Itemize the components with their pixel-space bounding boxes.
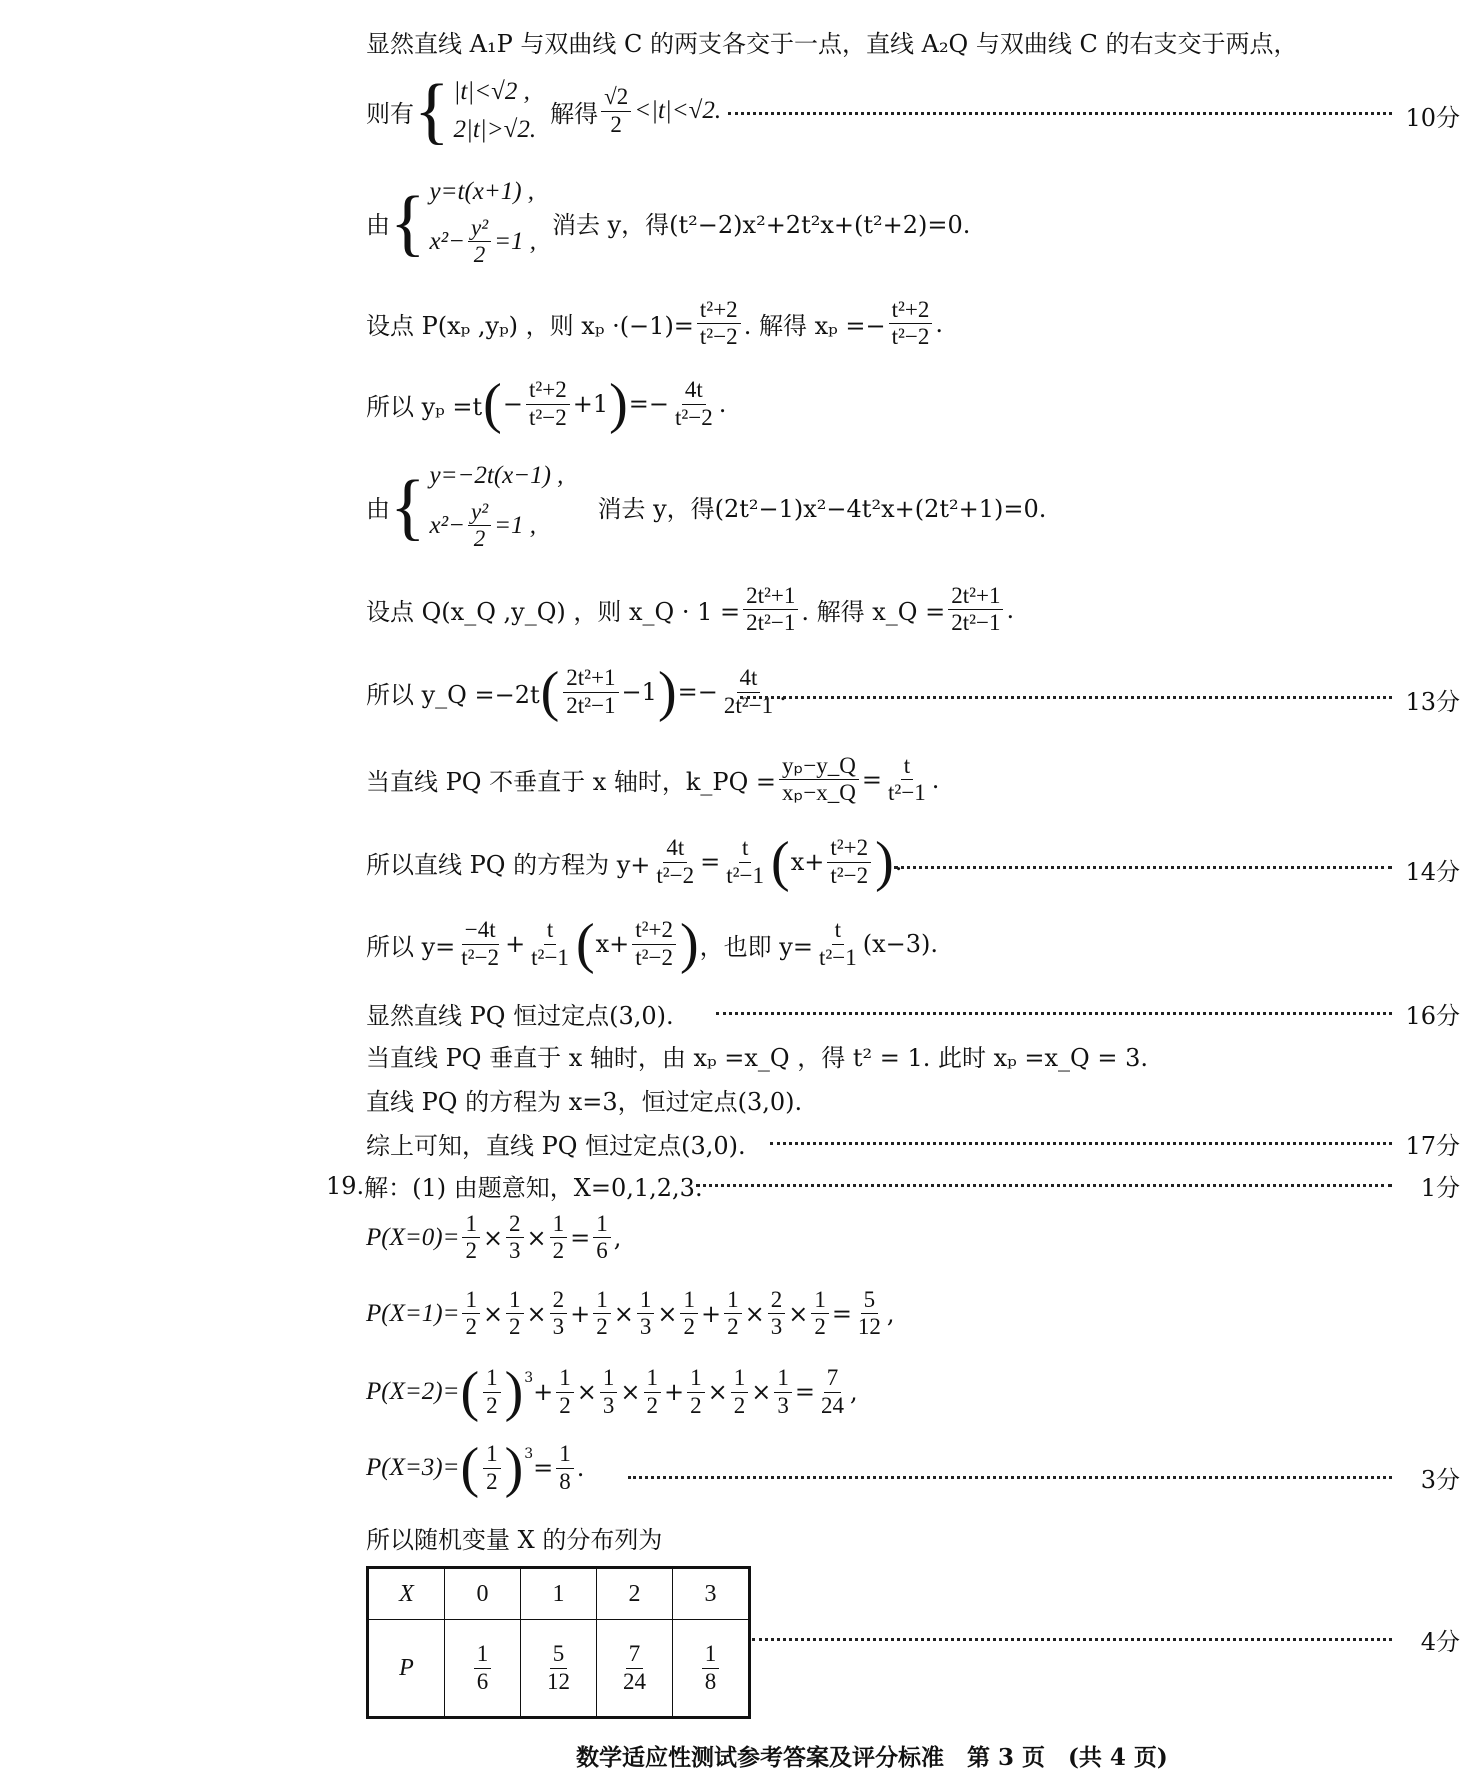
line-6 bbox=[366, 462, 1046, 551]
line-10-c: x+ bbox=[790, 848, 825, 876]
line-15 bbox=[366, 1126, 746, 1161]
line-8 bbox=[366, 661, 787, 723]
frac-den: 2 bbox=[727, 1314, 739, 1340]
frac-den: 2t²−1 bbox=[951, 610, 1001, 636]
score-4: 4分 bbox=[1420, 1628, 1460, 1656]
frac-den: 2t²−1 bbox=[566, 692, 616, 718]
line-3-tail: 消去 y，得(t²−2)x²+2t²x+(t²+2)=0. bbox=[551, 211, 971, 240]
frac-den: 8 bbox=[704, 1668, 717, 1694]
frac bbox=[593, 1288, 611, 1339]
line-10 bbox=[366, 831, 903, 893]
frac-num: 5 bbox=[861, 1288, 879, 1314]
frac-den: 2 bbox=[486, 1468, 498, 1494]
frac-num: 1 bbox=[550, 1212, 568, 1238]
tail: , bbox=[613, 1223, 622, 1252]
frac bbox=[702, 1642, 720, 1693]
frac-num: 1 bbox=[724, 1288, 742, 1314]
line-5-c: +1 bbox=[572, 390, 609, 418]
exponent: 3 bbox=[524, 1446, 534, 1462]
frac-den: 2 bbox=[509, 1314, 521, 1340]
frac-num: 1 bbox=[462, 1212, 480, 1238]
frac bbox=[620, 1642, 649, 1693]
table-cell bbox=[445, 1620, 521, 1718]
frac-num: 1 bbox=[774, 1366, 792, 1392]
line-2-mid: 解得 bbox=[550, 99, 599, 128]
system-2-row-1: y=t(x+1) , bbox=[429, 178, 535, 205]
frac bbox=[483, 1442, 501, 1493]
frac bbox=[462, 1288, 480, 1339]
prob-x1: P(X=1)= $\frac{1}{2}$ × $\frac{1}{2}$ × $\frac{2}{3}$ + $\frac{1}{2}$ × $\frac{1}{3}$ × $\frac{1}{2}$ + $\frac{1}{2}$ × $\frac{2}{3}$ × $\frac{1}{2}$ = $\frac{5}{12}$ , bbox=[366, 1287, 895, 1340]
line-14 bbox=[366, 1082, 802, 1117]
frac-den: 3 bbox=[777, 1392, 789, 1418]
frac-den: t²−1 bbox=[888, 780, 926, 806]
table-cell: P bbox=[368, 1620, 445, 1718]
frac bbox=[743, 584, 798, 635]
prob-label: P(X=0)= bbox=[366, 1223, 460, 1251]
frac bbox=[506, 1288, 524, 1339]
paren-icon: ) bbox=[680, 913, 699, 975]
line-5-d: =− bbox=[628, 390, 669, 418]
frac-den: t²−2 bbox=[656, 862, 695, 888]
frac bbox=[528, 918, 572, 969]
frac bbox=[550, 1288, 568, 1339]
frac bbox=[550, 1212, 568, 1263]
frac bbox=[723, 836, 767, 887]
frac bbox=[948, 584, 1003, 635]
frac-num: 1 bbox=[687, 1366, 705, 1392]
frac-num: 1 bbox=[680, 1288, 698, 1314]
frac bbox=[556, 1442, 574, 1493]
score-17: 17分 bbox=[1405, 1132, 1460, 1160]
prob-x3: P(X=3)= ( $\frac{1}{2}$ ) $^3$ = $\frac{1}{8}$ . bbox=[366, 1437, 585, 1499]
frac-den: 2 bbox=[552, 1238, 565, 1264]
frac-num: t²+2 bbox=[526, 378, 570, 404]
score-14: 14分 bbox=[1405, 858, 1460, 886]
frac bbox=[889, 298, 933, 349]
frac bbox=[811, 1288, 829, 1339]
line-11-d: ，也即 y= bbox=[699, 932, 813, 961]
frac-den: t²−1 bbox=[726, 862, 765, 888]
line-10-b: = bbox=[700, 848, 721, 876]
score-1: 1分 bbox=[1420, 1174, 1460, 1202]
line-13-text: 当直线 PQ 垂直于 x 轴时，由 xₚ =x_Q ，得 t² = 1. 此时 xₚ =x_Q = 3. bbox=[366, 1044, 1148, 1072]
frac bbox=[526, 378, 570, 429]
paren-icon: ) bbox=[609, 373, 628, 435]
line-11-b: + bbox=[505, 930, 526, 958]
frac-den: 2 bbox=[690, 1392, 702, 1418]
prob-label: P(X=3)= bbox=[366, 1454, 460, 1481]
system-3-row-1: y=−2t(x−1) , bbox=[429, 462, 564, 489]
frac bbox=[687, 1366, 705, 1417]
system-1 bbox=[414, 70, 537, 152]
frac bbox=[721, 666, 776, 717]
frac-num: t²+2 bbox=[889, 298, 933, 324]
frac bbox=[637, 1288, 655, 1339]
frac-num: t²+2 bbox=[697, 298, 741, 324]
frac bbox=[724, 1288, 742, 1339]
paren-icon: ) bbox=[504, 1361, 524, 1423]
frac bbox=[483, 1366, 501, 1417]
line-15-text: 综上可知，直线 PQ 恒过定点(3,0). bbox=[366, 1132, 746, 1160]
line-10-d: . bbox=[894, 848, 903, 876]
frac-den: 2 bbox=[596, 1314, 608, 1340]
frac bbox=[653, 836, 697, 887]
frac-den: 2 bbox=[473, 526, 486, 552]
line-11 bbox=[366, 913, 939, 975]
frac-num: t bbox=[544, 918, 556, 944]
frac-num: 1 bbox=[811, 1288, 829, 1314]
line-9-a: 当直线 PQ 不垂直于 x 轴时，k_PQ = bbox=[366, 768, 776, 797]
frac-den: t²−2 bbox=[635, 944, 674, 970]
tail: , bbox=[849, 1378, 858, 1406]
paren-icon: ( bbox=[460, 1437, 480, 1499]
frac-num: t bbox=[832, 918, 844, 944]
frac bbox=[563, 666, 618, 717]
paren-icon: ( bbox=[483, 373, 502, 435]
frac bbox=[462, 1212, 480, 1263]
frac-num: t bbox=[901, 754, 913, 780]
line-12-text: 显然直线 PQ 恒过定点(3,0). bbox=[366, 1002, 674, 1030]
line-8-c: =− bbox=[677, 678, 718, 706]
frac-num: t²+2 bbox=[632, 918, 676, 944]
paren-icon: ) bbox=[875, 831, 894, 893]
frac-num: 2t²+1 bbox=[743, 584, 798, 610]
table-cell bbox=[521, 1620, 597, 1718]
frac-num: 2t²+1 bbox=[948, 584, 1003, 610]
brace-icon: { bbox=[390, 181, 426, 264]
sys-part: x²− bbox=[429, 511, 465, 539]
frac-num: 7 bbox=[626, 1642, 644, 1668]
frac bbox=[468, 216, 491, 267]
dot-leader bbox=[740, 696, 1392, 699]
prob-label: P(X=1)= bbox=[366, 1299, 460, 1327]
frac-den: 2 bbox=[733, 1392, 746, 1418]
frac bbox=[672, 378, 716, 429]
frac bbox=[768, 1288, 786, 1339]
frac bbox=[458, 918, 502, 969]
paren-icon: ( bbox=[771, 831, 790, 893]
frac-den: t²−2 bbox=[528, 404, 567, 430]
paren-icon: ) bbox=[657, 661, 677, 723]
frac-num: t²+2 bbox=[827, 836, 871, 862]
line-8-d: . bbox=[779, 678, 787, 706]
paren-icon: ( bbox=[540, 661, 560, 723]
frac bbox=[885, 754, 929, 805]
dot-leader bbox=[770, 1142, 1392, 1145]
frac-num: 1 bbox=[483, 1442, 501, 1468]
frac bbox=[774, 1366, 792, 1417]
frac bbox=[855, 1288, 884, 1339]
line-5-a: 所以 yₚ =t bbox=[366, 392, 483, 421]
dot-leader bbox=[894, 866, 1392, 869]
frac-den: t²−2 bbox=[699, 324, 738, 350]
frac-num: 1 bbox=[600, 1366, 618, 1392]
line-4-a: 设点 P(xₚ ,yₚ) ，则 xₚ ·(−1)= bbox=[366, 312, 694, 341]
line-21 bbox=[366, 1520, 662, 1555]
paren-icon: ( bbox=[460, 1361, 480, 1423]
line-13 bbox=[366, 1038, 1148, 1073]
line-7-b: . 解得 x_Q = bbox=[801, 598, 946, 627]
brace-icon: { bbox=[390, 465, 426, 548]
frac-num: 1 bbox=[556, 1442, 574, 1468]
frac-num: yₚ−y_Q bbox=[779, 754, 859, 780]
frac-num: 1 bbox=[593, 1212, 611, 1238]
line-1-text: 显然直线 A₁P 与双曲线 C 的两支各交于一点，直线 A₂Q 与双曲线 C 的右支交于两点， bbox=[366, 30, 1298, 58]
system-1-row-1: |t|<√2 , bbox=[453, 78, 530, 105]
line-9 bbox=[366, 754, 939, 805]
frac-num: 2t²+1 bbox=[563, 666, 618, 692]
paren-icon: ) bbox=[504, 1437, 524, 1499]
sys-part: =1 , bbox=[494, 227, 536, 255]
frac-num: 1 bbox=[506, 1288, 524, 1314]
table-cell: 2 bbox=[597, 1568, 673, 1620]
frac-den: t²−2 bbox=[461, 944, 500, 970]
dot-leader bbox=[628, 1476, 1392, 1479]
table-cell: X bbox=[368, 1568, 445, 1620]
frac bbox=[731, 1366, 749, 1417]
frac-num: √2 bbox=[601, 85, 631, 111]
frac-num: 4t bbox=[663, 836, 687, 862]
line-9-b: = bbox=[861, 765, 883, 794]
frac-den: t²−1 bbox=[818, 944, 857, 970]
frac-den: 8 bbox=[559, 1468, 571, 1494]
frac bbox=[632, 918, 676, 969]
table-cell bbox=[597, 1620, 673, 1718]
line-16-text: 解：(1) 由题意知，X=0,1,2,3. bbox=[364, 1174, 703, 1202]
frac-num: 7 bbox=[824, 1366, 842, 1392]
brace-icon: { bbox=[414, 70, 450, 152]
score-16: 16分 bbox=[1405, 1002, 1460, 1030]
line-4 bbox=[366, 298, 943, 349]
table-row bbox=[368, 1620, 750, 1718]
paren-icon: ( bbox=[575, 913, 595, 975]
table-row bbox=[368, 1568, 750, 1620]
frac bbox=[600, 1366, 618, 1417]
score-13: 13分 bbox=[1405, 688, 1460, 716]
dot-leader bbox=[752, 1638, 1392, 1641]
line-16 bbox=[326, 1168, 703, 1203]
frac-den: 2 bbox=[465, 1314, 477, 1340]
frac-num: 4t bbox=[737, 666, 761, 692]
line-12 bbox=[366, 996, 674, 1031]
system-2-row-2 bbox=[430, 216, 536, 267]
line-2-prefix: 则有 bbox=[366, 99, 414, 128]
frac-num: 1 bbox=[593, 1288, 611, 1314]
frac bbox=[779, 754, 859, 805]
line-8-a: 所以 y_Q =−2t bbox=[366, 680, 540, 709]
frac-den: t²−2 bbox=[891, 324, 930, 350]
sys-part: x²− bbox=[429, 227, 465, 255]
line-7-a: 设点 Q(x_Q ,y_Q) ，则 x_Q · 1 = bbox=[366, 598, 741, 627]
frac bbox=[468, 500, 491, 551]
frac bbox=[556, 1366, 574, 1417]
frac-den: 2 bbox=[559, 1392, 571, 1418]
tail: . bbox=[576, 1454, 585, 1482]
exponent: 3 bbox=[524, 1370, 534, 1386]
frac-num: 1 bbox=[731, 1366, 749, 1392]
frac-num: 1 bbox=[637, 1288, 655, 1314]
frac-den: 3 bbox=[639, 1314, 652, 1340]
line-7 bbox=[366, 584, 1014, 635]
frac-den: 12 bbox=[547, 1668, 570, 1694]
question-number: 19. bbox=[326, 1171, 365, 1200]
frac bbox=[680, 1288, 698, 1339]
frac-den: 6 bbox=[596, 1238, 608, 1264]
frac-num: 2 bbox=[506, 1212, 524, 1238]
frac bbox=[697, 298, 741, 349]
line-4-c: . bbox=[935, 309, 943, 338]
frac-num: 4t bbox=[682, 378, 706, 404]
distribution-table bbox=[366, 1566, 751, 1719]
frac-den: 3 bbox=[602, 1392, 615, 1418]
line-4-b: . 解得 xₚ =− bbox=[743, 312, 886, 341]
frac-den: 2 bbox=[465, 1238, 477, 1264]
frac-den: 3 bbox=[770, 1314, 783, 1340]
line-10-a: 所以直线 PQ 的方程为 y+ bbox=[366, 850, 651, 879]
frac-den: 2 bbox=[814, 1314, 826, 1340]
frac-num: 1 bbox=[474, 1642, 492, 1668]
frac-den: 24 bbox=[623, 1668, 646, 1694]
frac bbox=[827, 836, 871, 887]
line-1 bbox=[366, 24, 1298, 59]
frac-den: t²−2 bbox=[830, 862, 869, 888]
frac-den: 2 bbox=[683, 1314, 695, 1340]
frac bbox=[593, 1212, 611, 1263]
frac bbox=[506, 1212, 524, 1263]
frac-num: 1 bbox=[702, 1642, 720, 1668]
score-10: 10分 bbox=[1405, 104, 1460, 132]
frac-den: 2t²−1 bbox=[723, 692, 774, 718]
system-2 bbox=[390, 178, 536, 267]
frac-den: 3 bbox=[509, 1238, 521, 1264]
page-footer: 数学适应性测试参考答案及评分标准 第 3 页 (共 4 页) bbox=[576, 1744, 1168, 1771]
dot-leader bbox=[696, 1184, 1392, 1187]
frac-num: 1 bbox=[644, 1366, 662, 1392]
frac-den: 2 bbox=[473, 242, 486, 268]
line-5-b: − bbox=[502, 390, 523, 418]
frac-num: −4t bbox=[462, 918, 499, 944]
line-2 bbox=[366, 70, 722, 152]
frac-num: 2 bbox=[550, 1288, 568, 1314]
sys-part: =1 , bbox=[494, 511, 536, 539]
frac-den: 2 bbox=[486, 1392, 498, 1418]
line-11-c: x+ bbox=[595, 930, 630, 958]
line-8-b: −1 bbox=[621, 678, 657, 706]
line-5-e: . bbox=[718, 390, 727, 418]
frac bbox=[544, 1642, 573, 1693]
tail: , bbox=[886, 1299, 895, 1328]
dot-leader bbox=[728, 112, 1392, 115]
frac bbox=[474, 1642, 492, 1693]
frac-den: t²−1 bbox=[531, 944, 569, 970]
line-11-e: (x−3). bbox=[862, 930, 939, 958]
frac-den: 2t²−1 bbox=[746, 610, 796, 636]
frac-num: 1 bbox=[483, 1366, 501, 1392]
score-3: 3分 bbox=[1420, 1466, 1460, 1494]
prob-label: P(X=2)= bbox=[366, 1378, 460, 1405]
frac-den: 24 bbox=[820, 1392, 844, 1418]
table-cell: 1 bbox=[521, 1568, 597, 1620]
frac-den: xₚ−x_Q bbox=[781, 780, 856, 806]
line-9-c: . bbox=[931, 765, 940, 794]
line-3-prefix: 由 bbox=[366, 211, 390, 240]
line-21-text: 所以随机变量 X 的分布列为 bbox=[366, 1526, 663, 1554]
frac-den: 2 bbox=[646, 1392, 658, 1418]
prob-x2: P(X=2)= ( $\frac{1}{2}$ ) $^3$ + $\frac{1}{2}$ × $\frac{1}{3}$ × $\frac{1}{2}$ + $\frac{1}{2}$ × $\frac{1}{2}$ × $\frac{1}{3}$ = $\frac{7}{24}$ , bbox=[366, 1361, 858, 1423]
line-14-text: 直线 PQ 的方程为 x=3，恒过定点(3,0). bbox=[366, 1088, 803, 1116]
frac-num: 5 bbox=[550, 1642, 568, 1668]
system-3 bbox=[390, 462, 563, 551]
frac-num: 1 bbox=[462, 1288, 480, 1314]
system-3-row-2 bbox=[430, 500, 564, 551]
frac-num: y² bbox=[468, 500, 491, 526]
frac bbox=[816, 918, 860, 969]
table-cell bbox=[673, 1620, 750, 1718]
line-11-a: 所以 y= bbox=[366, 932, 456, 961]
dot-leader bbox=[716, 1012, 1392, 1015]
line-6-tail: 消去 y，得(2t²−1)x²−4t²x+(2t²+1)=0. bbox=[597, 495, 1047, 524]
frac-den: 2 bbox=[610, 111, 622, 137]
frac-num: 1 bbox=[556, 1366, 574, 1392]
frac bbox=[644, 1366, 662, 1417]
system-1-row-2: 2|t|>√2. bbox=[453, 116, 537, 143]
frac bbox=[818, 1366, 847, 1417]
frac-den: 3 bbox=[552, 1314, 565, 1340]
frac bbox=[601, 85, 631, 136]
line-3 bbox=[366, 178, 970, 267]
line-6-prefix: 由 bbox=[366, 495, 390, 524]
line-2-tail: <|t|<√2. bbox=[634, 97, 722, 124]
prob-x0: P(X=0)= $\frac{1}{2}$ × $\frac{2}{3}$ × $\frac{1}{2}$ = $\frac{1}{6}$ , bbox=[366, 1211, 622, 1264]
frac-den: t²−2 bbox=[674, 404, 713, 430]
frac-num: 2 bbox=[768, 1288, 786, 1314]
frac-num: y² bbox=[468, 216, 491, 242]
table-cell: 0 bbox=[445, 1568, 521, 1620]
table-cell: 3 bbox=[673, 1568, 750, 1620]
line-5 bbox=[366, 373, 727, 435]
frac-num: t bbox=[739, 836, 751, 862]
line-7-c: . bbox=[1006, 595, 1015, 624]
frac-den: 6 bbox=[476, 1668, 489, 1694]
frac-den: 12 bbox=[857, 1314, 881, 1340]
